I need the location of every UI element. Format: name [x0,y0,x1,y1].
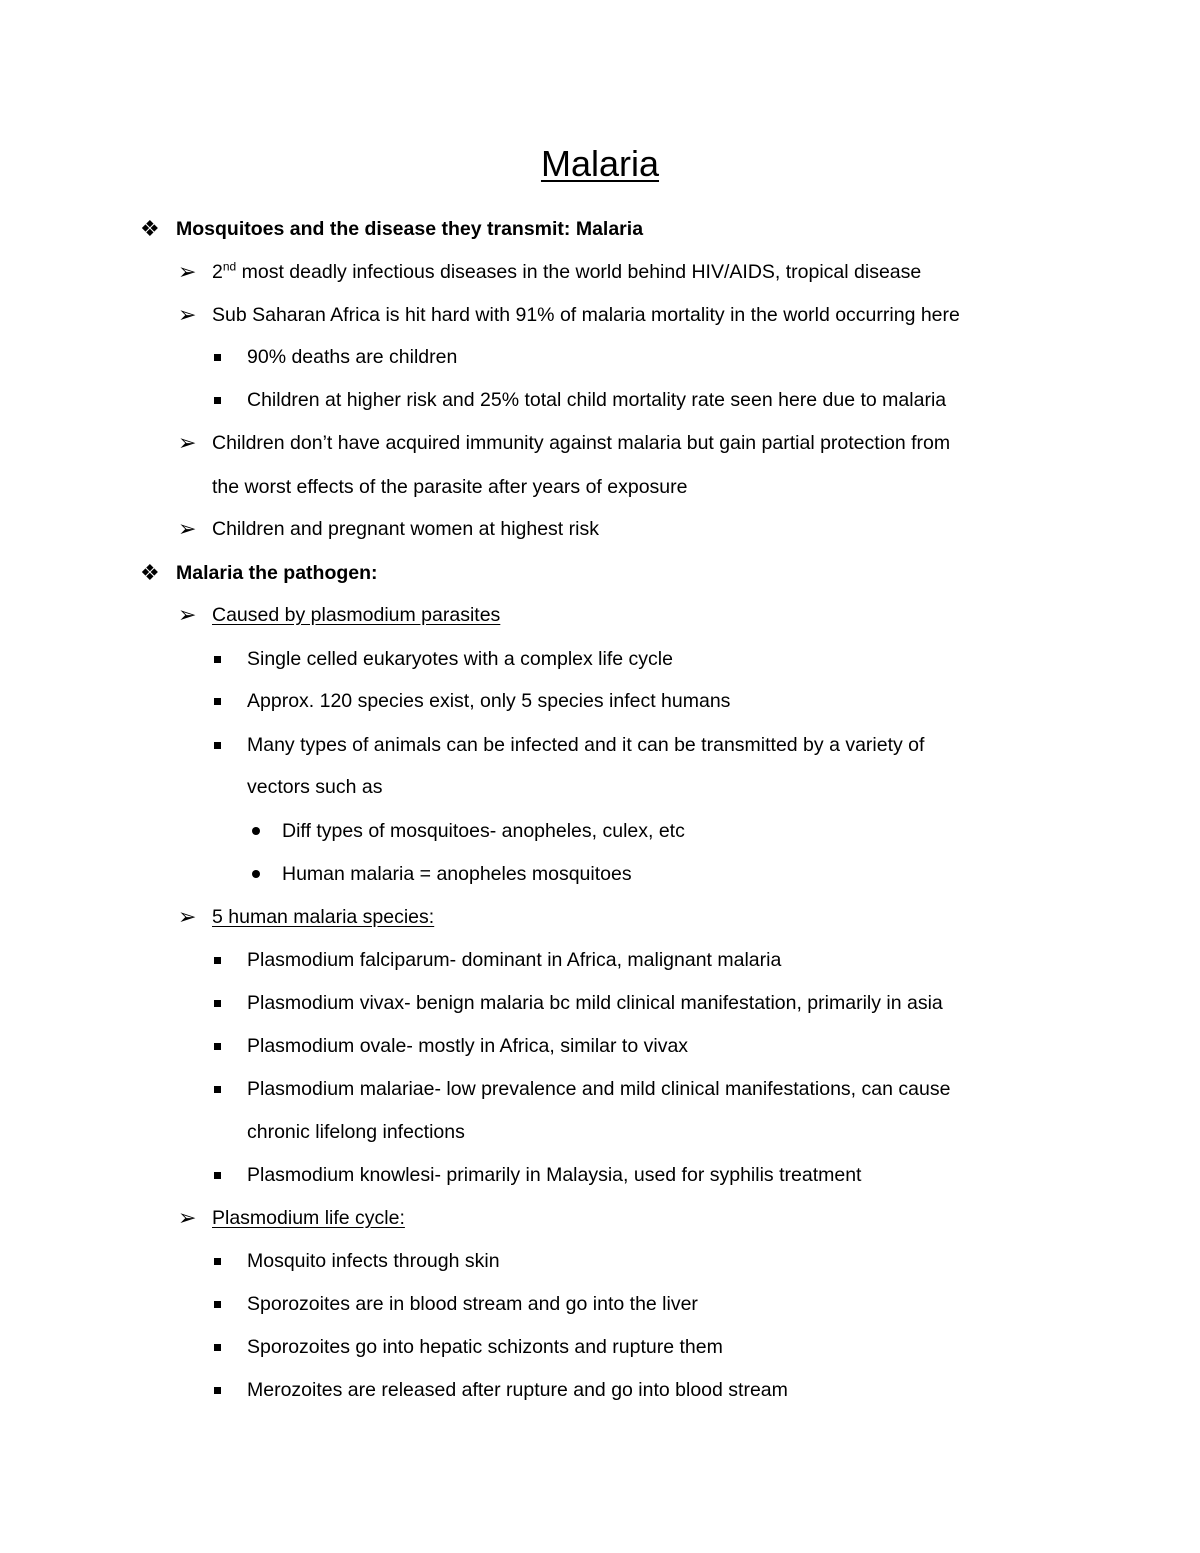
arrow-bullet-icon: ➢ [178,516,197,541]
list-item-continuation: chronic lifelong infections [247,1121,465,1143]
dot-bullet-icon [252,870,260,878]
list-item: Children at higher risk and 25% total child mortality rate seen here due to malaria [247,389,947,411]
subheading: 5 human malaria species: [212,906,435,928]
square-bullet-icon [214,1344,221,1351]
superscript: nd [222,259,237,274]
diamond-bullet-icon: ❖ [140,560,160,585]
list-item-continuation: vectors such as [247,776,383,798]
list-item: Plasmodium knowlesi- primarily in Malaysia, used for syphilis treatment [247,1164,862,1186]
square-bullet-icon [214,957,221,964]
page-title: Malaria [540,143,660,184]
list-item: Children and pregnant women at highest risk [212,518,599,540]
square-bullet-icon [214,1043,221,1050]
list-item: Human malaria = anopheles mosquitoes [282,863,632,885]
list-item: Plasmodium vivax- benign malaria bc mild clinical manifestation, primarily in asia [247,992,943,1014]
arrow-bullet-icon: ➢ [178,904,197,929]
square-bullet-icon [214,354,221,361]
arrow-bullet-icon: ➢ [178,259,197,284]
list-item: Sporozoites go into hepatic schizonts and rupture them [247,1336,723,1358]
list-item: Many types of animals can be infected and it can be transmitted by a variety of [247,734,925,756]
list-item-text: 2 [212,261,223,283]
section-heading: Malaria the pathogen: [176,562,378,584]
arrow-bullet-icon: ➢ [178,1205,197,1230]
square-bullet-icon [214,656,221,663]
square-bullet-icon [214,1172,221,1179]
list-item: Merozoites are released after rupture and go into blood stream [247,1379,788,1401]
subheading: Caused by plasmodium parasites [212,604,501,626]
arrow-bullet-icon: ➢ [178,302,197,327]
list-item [212,258,921,286]
square-bullet-icon [214,1258,221,1265]
list-item: Children don’t have acquired immunity against malaria but gain partial protection from [212,432,951,454]
list-item: Sporozoites are in blood stream and go into the liver [247,1293,698,1315]
diamond-bullet-icon: ❖ [140,216,160,241]
square-bullet-icon [214,742,221,749]
list-item: 90% deaths are children [247,346,458,368]
square-bullet-icon [214,397,221,404]
square-bullet-icon [214,1086,221,1093]
list-item: Mosquito infects through skin [247,1250,500,1272]
list-item: Plasmodium ovale- mostly in Africa, similar to vivax [247,1035,689,1057]
list-item: Single celled eukaryotes with a complex life cycle [247,648,673,670]
list-item-text: most deadly infectious diseases in the world behind HIV/AIDS, tropical disease [236,261,922,283]
section-heading: Mosquitoes and the disease they transmit: Malaria [176,218,644,240]
list-item: Plasmodium malariae- low prevalence and mild clinical manifestations, can cause [247,1078,951,1100]
arrow-bullet-icon: ➢ [178,430,197,455]
list-item: Approx. 120 species exist, only 5 species infect humans [247,690,731,712]
list-item-continuation: the worst effects of the parasite after years of exposure [212,476,688,498]
list-item: Sub Saharan Africa is hit hard with 91% of malaria mortality in the world occurring here [212,304,960,326]
list-item: Diff types of mosquitoes- anopheles, culex, etc [282,820,685,842]
square-bullet-icon [214,1387,221,1394]
square-bullet-icon [214,1000,221,1007]
square-bullet-icon [214,698,221,705]
dot-bullet-icon [252,827,260,835]
square-bullet-icon [214,1301,221,1308]
arrow-bullet-icon: ➢ [178,602,197,627]
subheading: Plasmodium life cycle: [212,1207,405,1229]
list-item: Plasmodium falciparum- dominant in Africa, malignant malaria [247,949,782,971]
